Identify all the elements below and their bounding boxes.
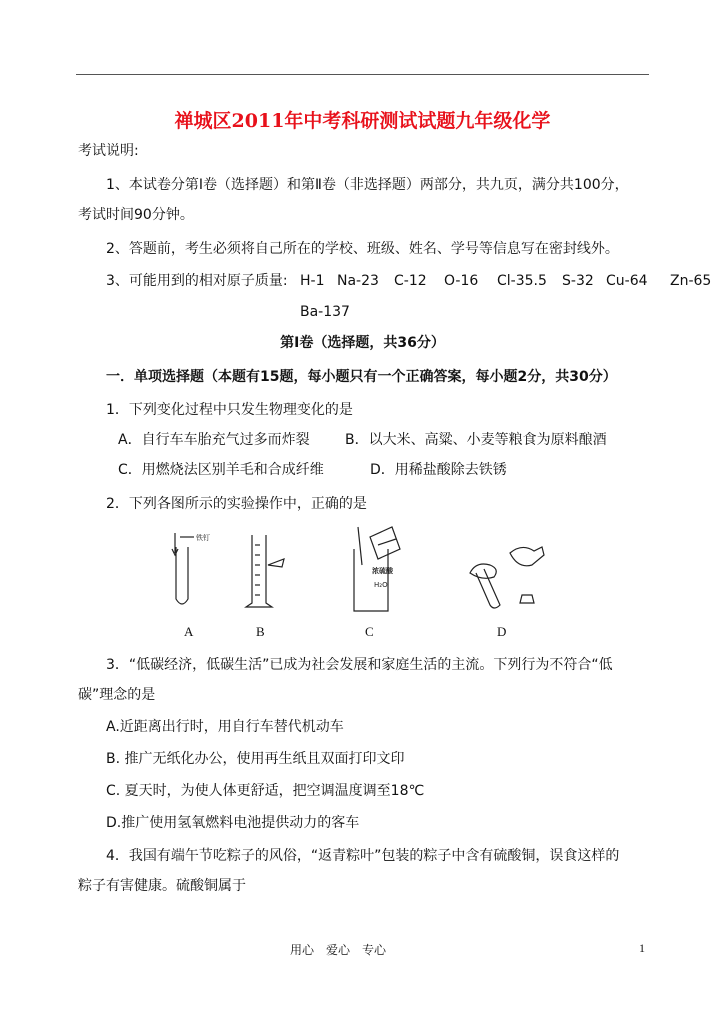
note-2: 2、答题前，考生必须将自己所在的学校、班级、姓名、学号等信息写在密封线外。 (106, 241, 619, 257)
label-iron-nail: 铁钉 (196, 534, 210, 542)
label-conc-acid: 浓硫酸 (372, 567, 393, 575)
q4-stem-line2: 粽子有害健康。硫酸铜属于 (78, 878, 246, 894)
atomic-mass-c: C-12 (394, 273, 427, 289)
q3-option-d: D.推广使用氢氧燃料电池提供动力的客车 (106, 815, 360, 831)
q3-stem-line1: 3．“低碳经济，低碳生活”已成为社会发展和家庭生活的主流。下列行为不符合“低 (106, 657, 613, 673)
page-footer: 用心 爱心 专心 (290, 943, 387, 957)
atomic-mass-cu: Cu-64 (606, 273, 648, 289)
figure-label-d: D (497, 624, 507, 639)
note-1: 1、本试卷分第Ⅰ卷（选择题）和第Ⅱ卷（非选择题）两部分，共九页，满分共100分， (106, 177, 629, 193)
q3-option-b: B. 推广无纸化办公，使用再生纸且双面打印文印 (106, 751, 405, 767)
figure-d-pouring (470, 547, 544, 608)
note-3: 3、可能用到的相对原子质量: (106, 273, 288, 289)
note-1-cont: 考试时间90分钟。 (78, 207, 194, 223)
part-1-heading: 一．单项选择题（本题有15题，每小题只有一个正确答案，每小题2分，共30分） (106, 369, 617, 385)
atomic-mass-h: H-1 (300, 273, 325, 289)
figure-label-b: B (256, 624, 265, 639)
atomic-mass-o: O-16 (444, 273, 479, 289)
page-title: 禅城区2011年中考科研测试试题九年级化学 (174, 110, 551, 132)
q1-option-c: C．用燃烧法区别羊毛和合成纤维 (118, 462, 324, 478)
atomic-mass-na: Na-23 (337, 273, 379, 289)
q2-stem: 2．下列各图所示的实验操作中，正确的是 (106, 496, 367, 512)
q1-stem: 1．下列变化过程中只发生物理变化的是 (106, 402, 353, 418)
atomic-mass-ba: Ba-137 (300, 304, 350, 320)
q3-stem-line2: 碳”理念的是 (78, 687, 156, 703)
section-1-title: 第Ⅰ卷（选择题，共36分） (280, 335, 445, 351)
atomic-mass-cl: Cl-35.5 (497, 273, 547, 289)
figure-label-c: C (365, 624, 374, 639)
figure-label-a: A (184, 624, 194, 639)
q1-option-d: D．用稀盐酸除去铁锈 (370, 462, 507, 478)
q3-option-c: C. 夏天时，为使人体更舒适，把空调温度调至18℃ (106, 783, 425, 799)
header-rule (76, 74, 649, 75)
atomic-mass-zn: Zn-65 (670, 273, 712, 289)
q2-experiment-figures (160, 525, 560, 625)
q1-option-b: B．以大米、高粱、小麦等粮食为原料酿酒 (345, 432, 607, 448)
atomic-mass-s: S-32 (562, 273, 594, 289)
q1-option-a: A．自行车车胎充气过多而炸裂 (118, 432, 310, 448)
exam-notes-heading: 考试说明: (78, 143, 139, 159)
figure-a-test-tube (172, 533, 210, 604)
q4-stem-line1: 4．我国有端午节吃粽子的风俗，“返青粽叶”包装的粽子中含有硫酸铜，误食这样的 (106, 848, 620, 864)
page-number: 1 (639, 941, 645, 955)
figure-b-cylinder (246, 535, 284, 607)
label-water: H₂O (374, 581, 388, 589)
figure-c-dilution (354, 527, 400, 611)
q3-option-a: A.近距离出行时，用自行车替代机动车 (106, 719, 344, 735)
